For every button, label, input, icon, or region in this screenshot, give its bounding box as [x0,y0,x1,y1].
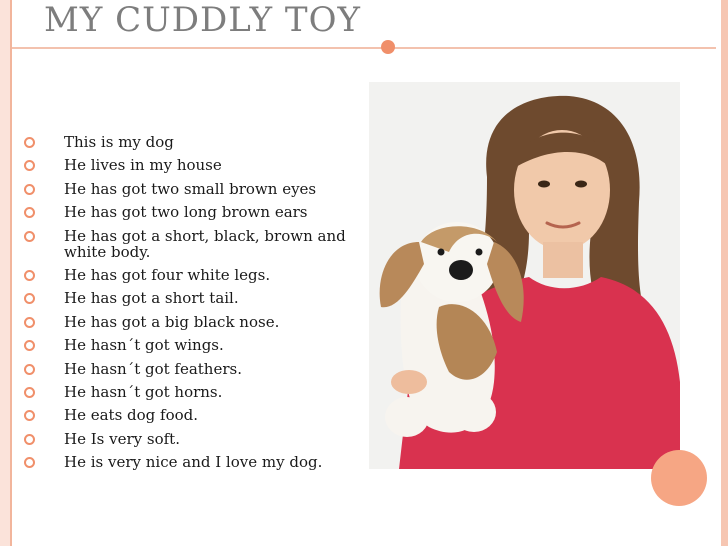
bullet-icon [24,207,35,218]
bullet-text: He is very nice and I love my dog. [64,453,323,472]
bullet-icon [24,410,35,421]
bullet-text: He Is very soft. [64,429,180,448]
bullet-item [24,361,374,377]
bullet-icon [24,387,35,398]
bullet-icon [24,137,35,148]
bullet-item [24,134,374,150]
bullet-icon [24,293,35,304]
bullet-item [24,384,374,400]
bullet-icon [24,434,35,445]
bullet-list [24,134,374,477]
bullet-text: He hasn´t got horns. [64,382,223,401]
bullet-text: He lives in my house [64,156,222,175]
slide-frame-left [0,0,10,546]
bullet-text: This is my dog [64,133,174,151]
bullet-text: He hasn´t got feathers. [64,359,242,378]
bullet-icon [24,317,35,328]
bullet-text: He eats dog food. [64,406,199,425]
title-divider [12,47,716,49]
bullet-icon [24,364,35,375]
bullet-item [24,157,374,173]
bullet-item [24,454,374,470]
bullet-text: He has got two long brown ears [64,203,308,222]
photo-girl-with-plush-dog [369,82,680,469]
bullet-text: He has got a big black nose. [64,312,280,331]
slide-frame-right [721,0,728,546]
bullet-text: He has got four white legs. [64,265,271,284]
bullet-item [24,290,374,306]
bullet-item [24,314,374,330]
bullet-text: He has got two small brown eyes [64,179,317,198]
decorative-circle [651,450,707,506]
bullet-item [24,228,374,260]
bullet-icon [24,231,35,242]
bullet-item [24,267,374,283]
bullet-icon [24,160,35,171]
bullet-icon [24,270,35,281]
bullet-item [24,204,374,220]
bullet-icon [24,184,35,195]
bullet-item [24,407,374,423]
slide-title: MY CUDDLY TOY [44,0,361,40]
bullet-text: He has got a short tail. [64,289,239,308]
bullet-icon [24,457,35,468]
bullet-icon [24,340,35,351]
bullet-text: He hasn´t got wings. [64,336,224,355]
divider-dot [381,40,395,54]
bullet-text: He has got a short, black, brown and white body. [64,226,346,261]
bullet-item [24,337,374,353]
slide-frame-left-line [10,0,12,546]
bullet-item [24,181,374,197]
bullet-item [24,431,374,447]
